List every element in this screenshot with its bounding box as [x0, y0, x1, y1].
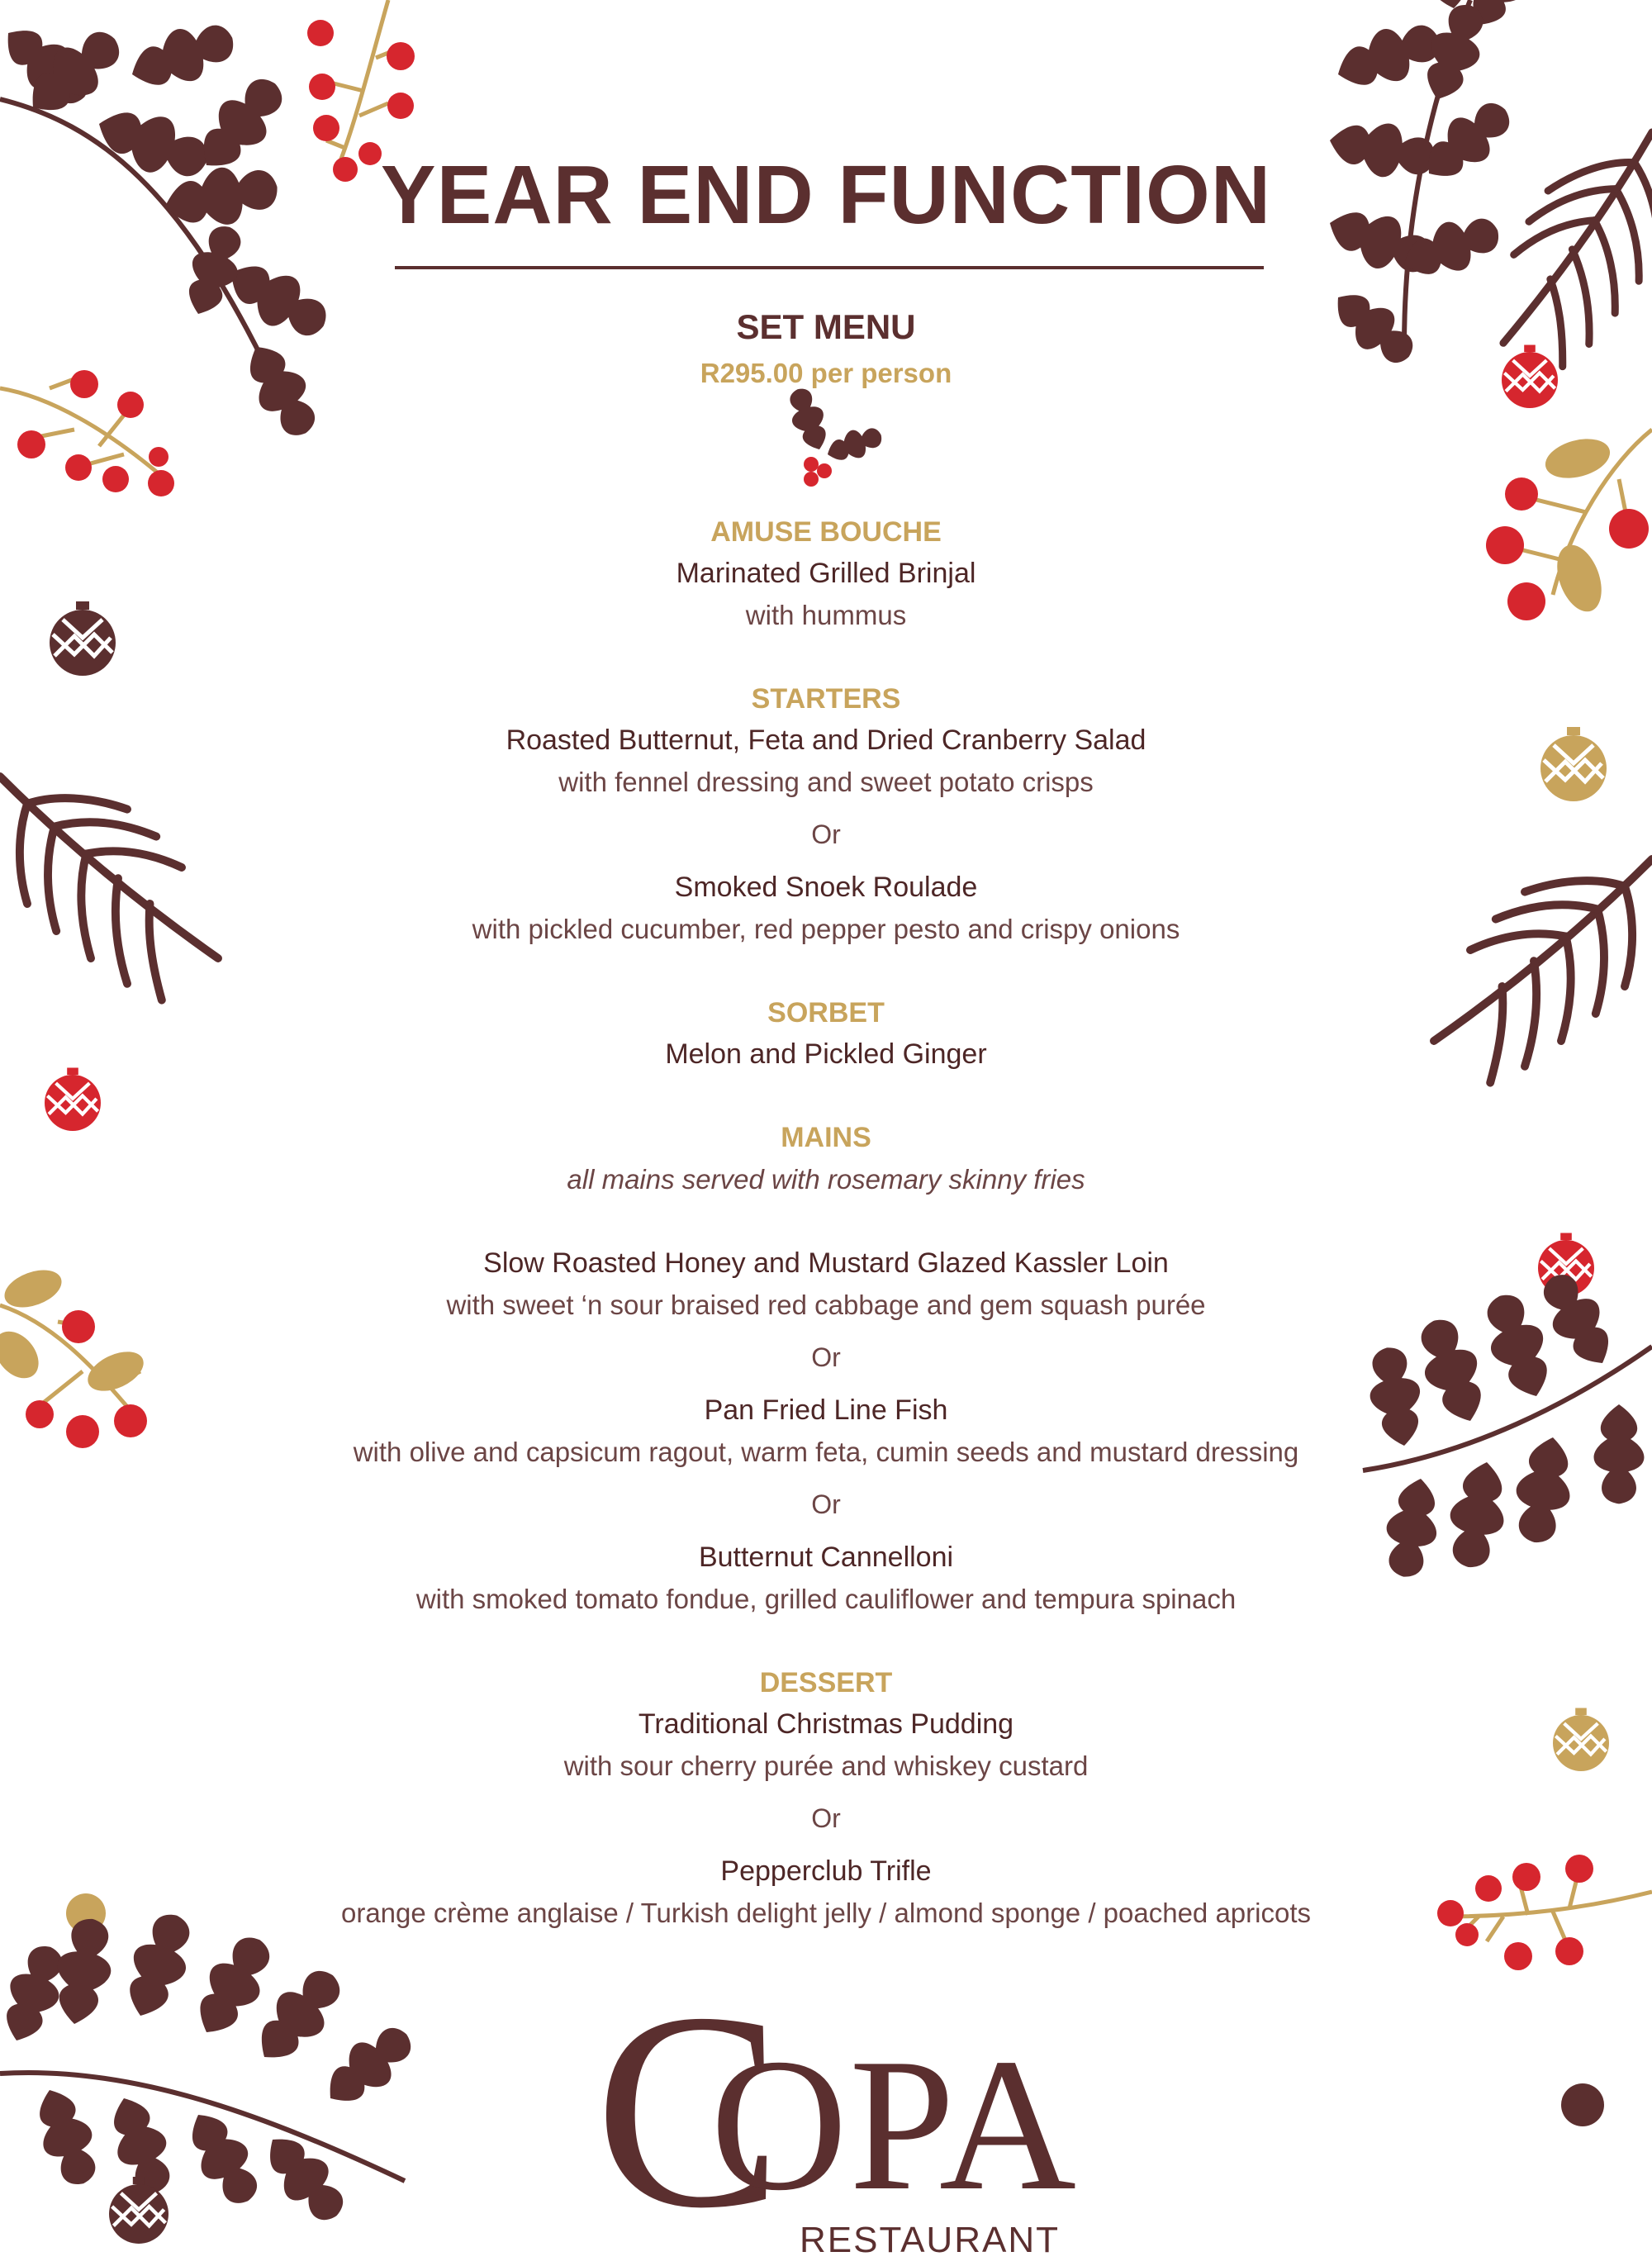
title-divider	[395, 266, 1264, 269]
dish-description: with sweet ‘n sour braised red cabbage and gem squash purée	[446, 1290, 1206, 1320]
brown-dot-right	[1561, 2083, 1604, 2126]
ornament-red-left	[45, 1068, 101, 1132]
dish-description: with sour cherry purée and whiskey custard	[563, 1751, 1089, 1781]
dish-name: Traditional Christmas Pudding	[638, 1708, 1014, 1740]
or-separator: Or	[811, 1489, 841, 1519]
or-separator: Or	[811, 1803, 841, 1833]
dish-name: Pepperclub Trifle	[720, 1855, 932, 1887]
section-heading-mains: MAINS	[781, 1122, 871, 1153]
dish-name: Smoked Snoek Roulade	[674, 872, 978, 903]
holly-branch-bottom-left	[0, 1907, 423, 2232]
dish-name: Marinated Grilled Brinjal	[676, 558, 976, 589]
dish-description: with olive and capsicum ragout, warm feta, cumin seeds and mustard dressing	[353, 1437, 1299, 1467]
mains-note: all mains served with rosemary skinny fries	[567, 1164, 1085, 1195]
dish-description: with smoked tomato fondue, grilled cauliflower and tempura spinach	[415, 1584, 1237, 1614]
page-title: YEAR END FUNCTION	[380, 149, 1272, 241]
holly-center-icon	[782, 384, 885, 487]
set-menu-label: SET MENU	[736, 307, 916, 346]
section-heading-dessert: DESSERT	[759, 1667, 893, 1698]
dish-description: orange crème anglaise / Turkish delight jelly / almond sponge / poached apricots	[340, 1898, 1311, 1928]
or-separator: Or	[811, 1342, 841, 1372]
price-label: R295.00 per person	[700, 358, 952, 388]
logo-wordmark: OPA	[710, 2019, 1078, 2230]
or-separator: Or	[811, 819, 841, 849]
section-heading-starters: STARTERS	[751, 683, 901, 715]
section-heading-amuse-bouche: AMUSE BOUCHE	[710, 516, 942, 548]
dish-name: Butternut Cannelloni	[698, 1542, 954, 1573]
dish-description: with fennel dressing and sweet potato crisps	[558, 767, 1094, 797]
section-heading-sorbet: SORBET	[767, 997, 885, 1028]
dish-name: Slow Roasted Honey and Mustard Glazed Kassler Loin	[483, 1247, 1169, 1279]
dish-description: with hummus	[745, 600, 907, 630]
dish-name: Roasted Butternut, Feta and Dried Cranberry Salad	[506, 724, 1146, 756]
dish-description: with pickled cucumber, red pepper pesto and crispy onions	[472, 914, 1180, 944]
dish-name: Pan Fried Line Fish	[704, 1394, 948, 1426]
logo-subtitle: RESTAURANT	[800, 2220, 1060, 2260]
dish-name: Melon and Pickled Ginger	[665, 1038, 987, 1070]
logo-letter-c: C	[595, 1955, 782, 2266]
copa-restaurant-logo	[578, 1955, 1078, 2266]
